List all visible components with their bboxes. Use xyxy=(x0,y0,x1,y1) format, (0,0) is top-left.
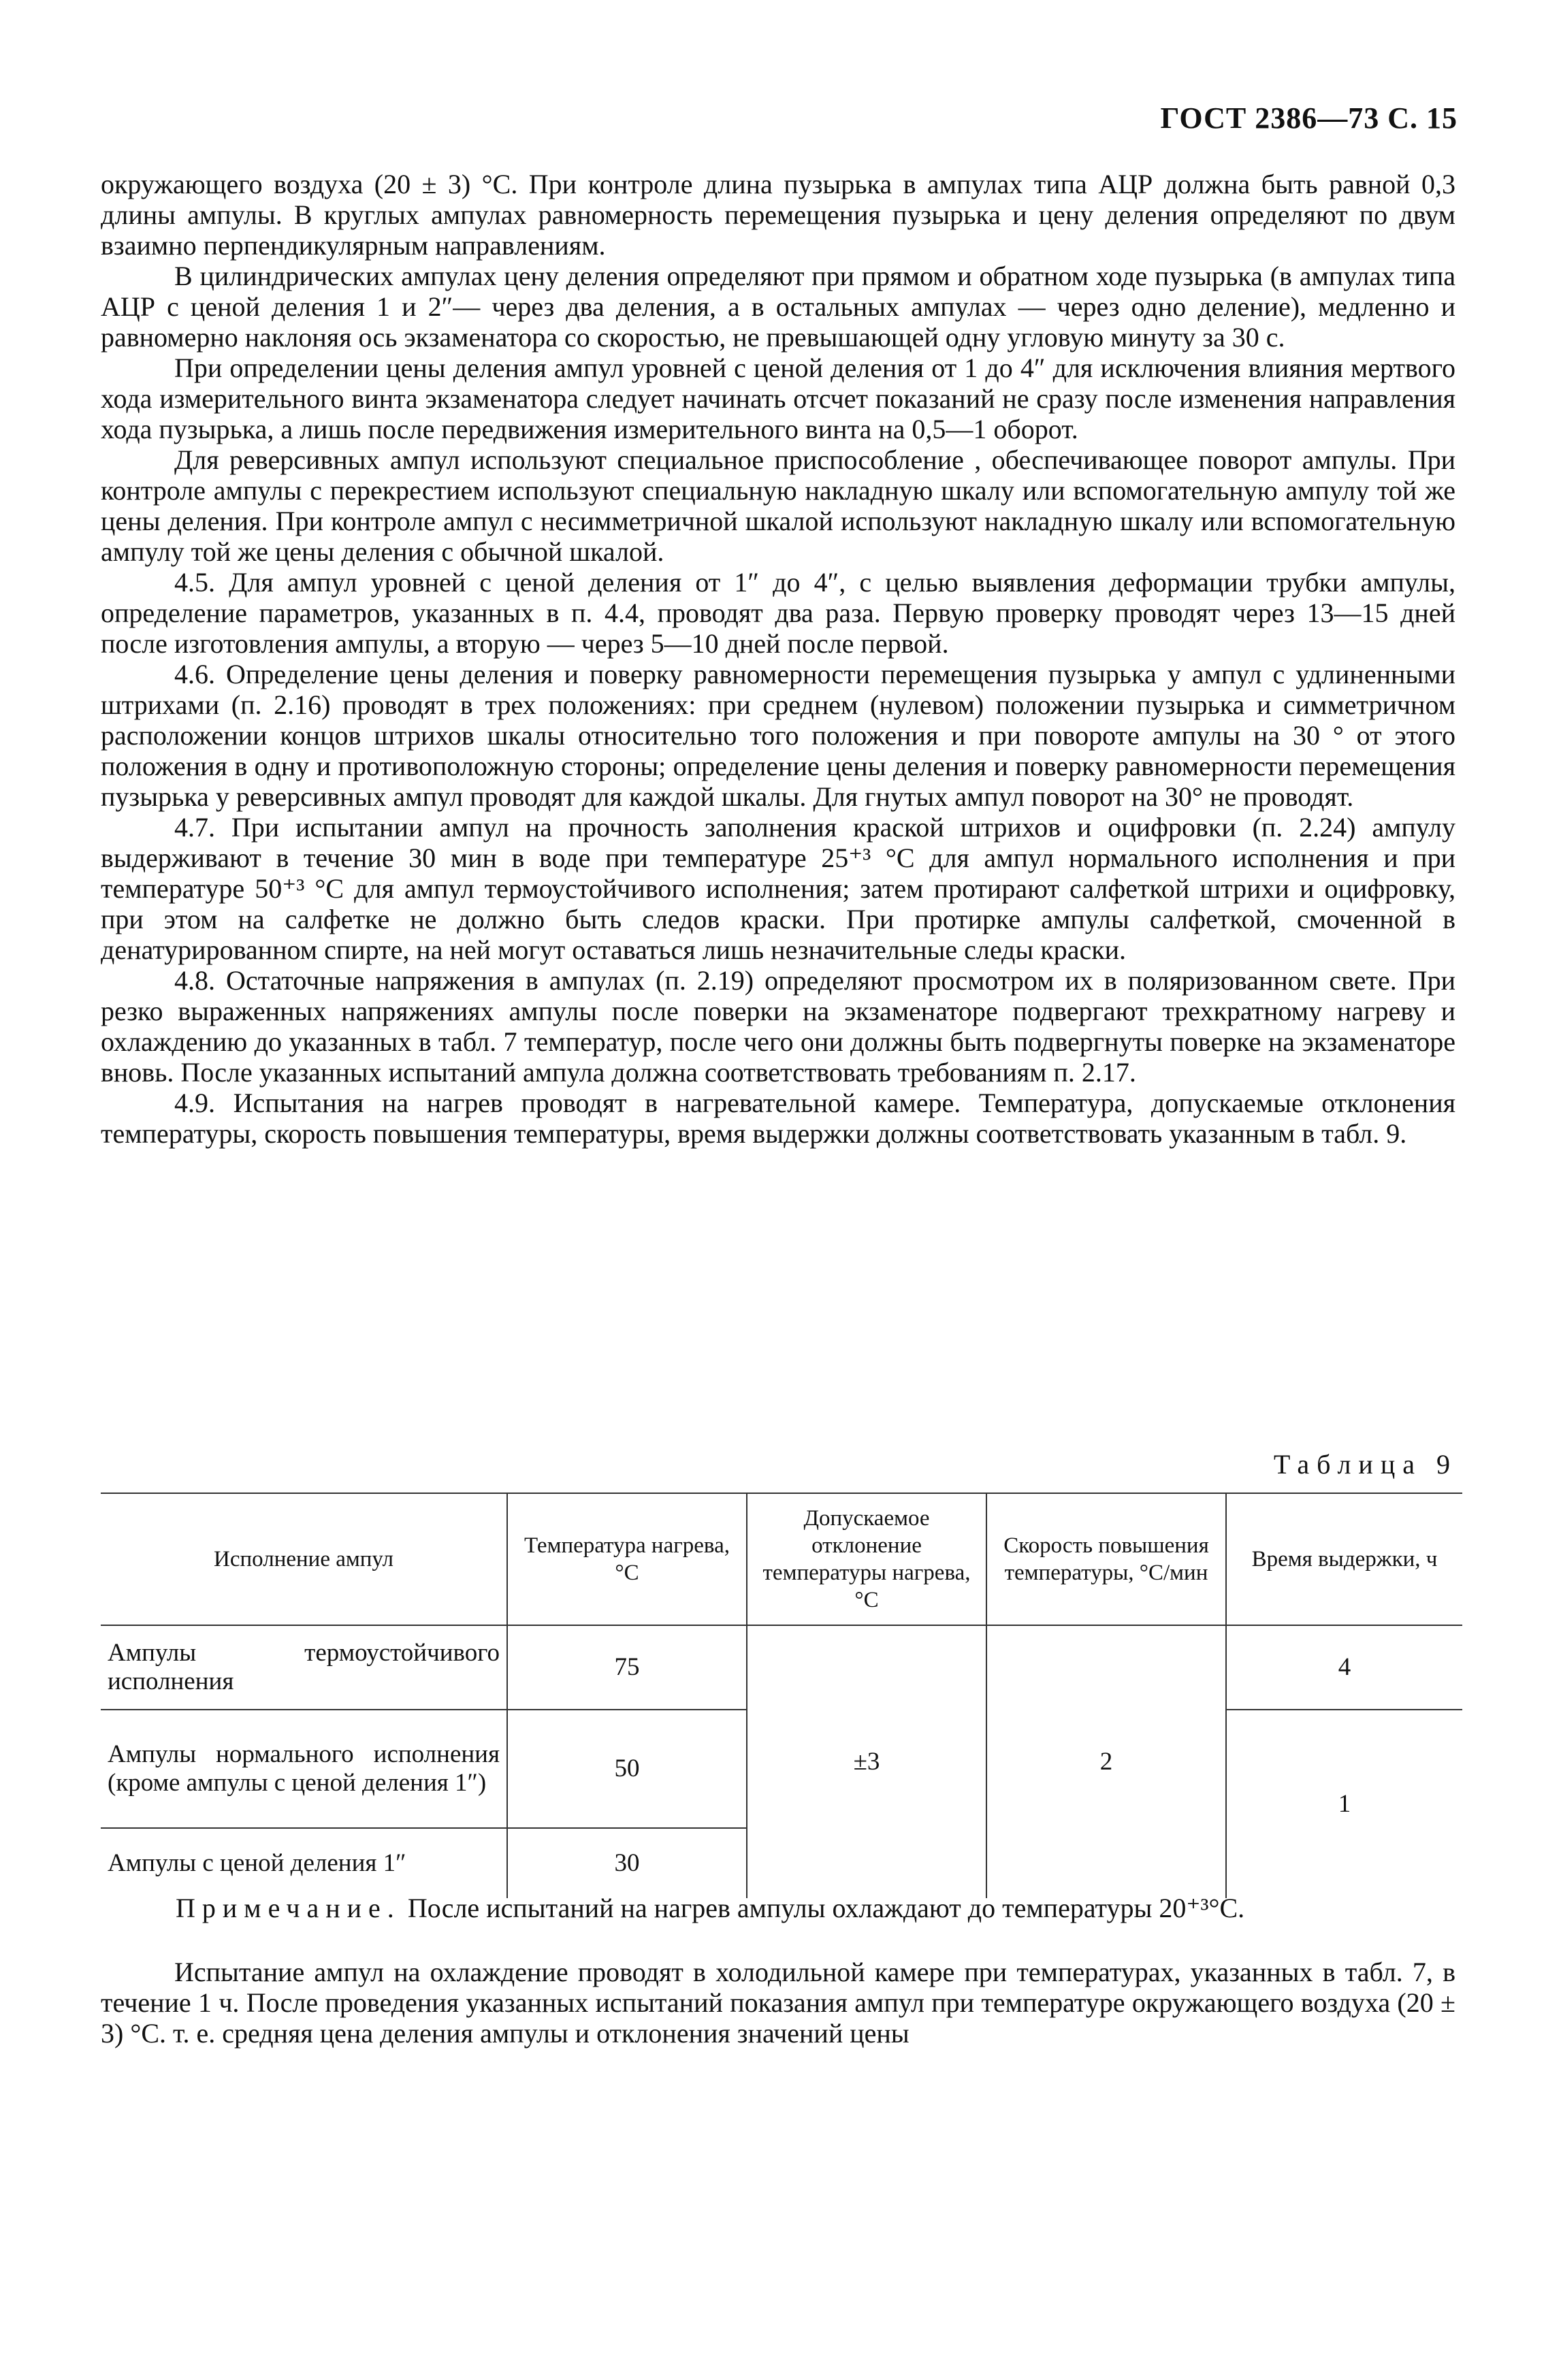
paragraph-4-5: 4.5. Для ампул уровней с ценой деления от 1″ до 4″, с целью выявления деформации трубки ампулы, определение параметров, указанных в п. 4.4, проводят два раза. Первую проверку проводят через 13—15 дней после изготовления ампулы, а вторую — через 5—10 дней после первой. xyxy=(101,567,1455,659)
paragraph-4-6: 4.6. Определение цены деления и поверку равномерности перемещения пузырька у ампул с удлиненными штрихами (п. 2.16) проводят в трех положениях: при среднем (нулевом) положении пузырька и симметричном расположении концов штрихов шкалы относительно того положения и при повороте ампулы на 30 ° от этого положения в одну и противоположную стороны; определение цены деления и поверку равномерности перемещения пузырька у реверсивных ампул проводят для каждой шкалы. Для гнутых ампул поворот на 30° не проводят. xyxy=(101,659,1455,812)
note-text: После испытаний на нагрев ампулы охлаждают до температуры 20⁺³°С. xyxy=(407,1893,1245,1923)
header-cell: Время выдержки, ч xyxy=(1226,1493,1462,1625)
hold-time-cell: 4 xyxy=(1226,1625,1462,1710)
row-name-cell: Ампулы термоустойчивого исполнения xyxy=(108,1639,500,1695)
temperature-cell: 30 xyxy=(507,1828,747,1898)
paragraph-4-8: 4.8. Остаточные напряжения в ампулах (п. 2.19) определяют просмотром их в поляризованном свете. При резко выраженных напряжениях ампулы после поверки на экзаменаторе подвергают трехкратному нагреву и охлаждению до указанных в табл. 7 температур, после чего они должны быть подвергнуты поверке на экзаменаторе вновь. После указанных испытаний ампула должна соответствовать требованиям п. 2.17. xyxy=(101,965,1455,1088)
header-cell: Исполнение ампул xyxy=(101,1493,507,1625)
temperature-cell: 50 xyxy=(507,1710,747,1828)
paragraph: Испытание ампул на охлаждение проводят в холодильной камере при температурах, указанных в табл. 7, в течение 1 ч. После проведения указанных испытаний показания ампул при температуре окружающего воздуха (20 ± 3) °С. т. е. средняя цена деления ампулы и отклонения значений цены xyxy=(101,1957,1455,2049)
row-name-cell: Ампулы с ценой деления 1″ xyxy=(101,1828,507,1898)
closing-text xyxy=(101,1957,1455,2049)
paragraph: окружающего воздуха (20 ± 3) °С. При контроле длина пузырька в ампулах типа АЦР должна быть равной 0,3 длины ампулы. В круглых ампулах равномерность перемещения пузырька и цену деления определяют по двум взаимно перпендикулярным направлениям. xyxy=(101,169,1455,261)
table-9 xyxy=(101,1493,1462,1898)
deviation-cell: ±3 xyxy=(747,1625,986,1898)
note-label: Примечание. xyxy=(176,1893,401,1923)
temperature-cell: 75 xyxy=(507,1625,747,1710)
table-row xyxy=(101,1625,1462,1710)
body-text xyxy=(101,169,1455,1149)
header-cell: Допускаемое отклонение температуры нагрева, °С xyxy=(747,1493,986,1625)
header-cell: Скорость повышения температуры, °С/мин xyxy=(986,1493,1226,1625)
rate-cell: 2 xyxy=(986,1625,1226,1898)
table-note xyxy=(176,1892,1244,1924)
header-cell: Температура нагрева, °С xyxy=(507,1493,747,1625)
paragraph: В цилиндрических ампулах цену деления определяют при прямом и обратном ходе пузырька (в ампулах типа АЦР с ценой деления 1 и 2″— через два деления, а в остальных ампулах — через одно деление), медленно и равномерно наклоняя ось экзаменатора со скоростью, не превышающей одну угловую минуту за 30 с. xyxy=(101,261,1455,353)
hold-time-cell: 1 xyxy=(1226,1710,1462,1898)
row-name-cell: Ампулы нормального исполнения (кроме ампулы с ценой деления 1″) xyxy=(101,1710,507,1828)
paragraph-4-9: 4.9. Испытания на нагрев проводят в нагревательной камере. Температура, допускаемые отклонения температуры, скорость повышения температуры, время выдержки должны соответствовать указанным в табл. 9. xyxy=(101,1088,1455,1149)
paragraph-4-7: 4.7. При испытании ампул на прочность заполнения краской штрихов и оцифровки (п. 2.24) ампулу выдерживают в течение 30 мин в воде при температуре 25⁺³ °С для ампул нормального исполнения и при температуре 50⁺³ °С для ампул термоустойчивого исполнения; затем протирают салфеткой штрихи и оцифровку, при этом на салфетке не должно быть следов краски. При протирке ампулы салфеткой, смоченной в денатурированном спирте, на ней могут оставаться лишь незначительные следы краски. xyxy=(101,812,1455,965)
paragraph: Для реверсивных ампул используют специальное приспособление , обеспечивающее поворот ампулы. При контроле ампулы с перекрестием используют специальную накладную шкалу или вспомогательную ампулу той же цены деления. При контроле ампул с несимметричной шкалой используют накладную шкалу или вспомогательную ампулу той же цены деления с обычной шкалой. xyxy=(101,444,1455,567)
table-header-row xyxy=(101,1493,1462,1625)
paragraph: При определении цены деления ампул уровней с ценой деления от 1 до 4″ для исключения влияния мертвого хода измерительного винта экзаменатора следует начинать отсчет показаний не сразу после изменения направления хода пузырька, а лишь после передвижения измерительного винта на 0,5—1 оборот. xyxy=(101,353,1455,444)
table-caption: Таблица 9 xyxy=(1273,1449,1458,1480)
page-header: ГОСТ 2386—73 С. 15 xyxy=(1160,101,1458,135)
